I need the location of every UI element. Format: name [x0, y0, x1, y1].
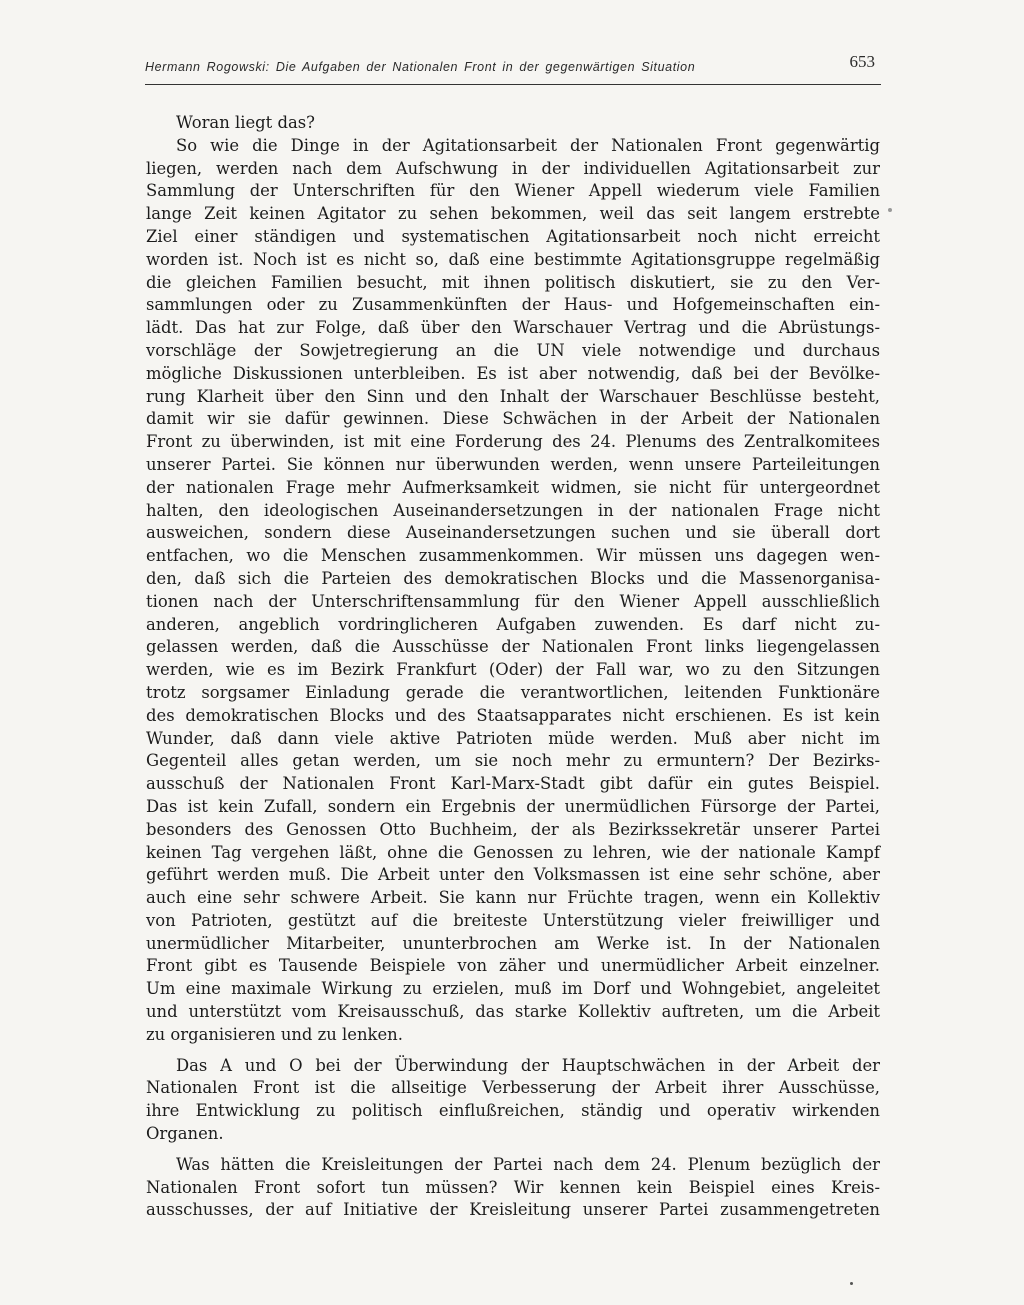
- paragraph: [146, 1055, 880, 1146]
- text-line: unserer Partei. Sie können nur überwunden werden, wenn unsere Parteileitungen: [146, 454, 880, 474]
- text-line: unermüdlicher Mitarbeiter, ununterbrochen am Werke ist. In der Nationalen: [146, 933, 880, 953]
- text-line: Front gibt es Tausende Beispiele von zäher und unermüdlicher Arbeit einzelner.: [146, 956, 880, 976]
- text-line: Gegenteil alles getan werden, um sie noch mehr zu ermuntern? Der Bezirks-: [146, 751, 880, 771]
- text-line: Nationalen Front ist die allseitige Verbesserung der Arbeit ihrer Ausschüsse,: [146, 1078, 880, 1098]
- text-line: Front zu überwinden, ist mit eine Forderung des 24. Plenums des Zentralkomitees: [146, 432, 880, 452]
- text-line: worden ist. Noch ist es nicht so, daß eine bestimmte Agitationsgruppe regelmäßig: [146, 249, 880, 269]
- text-line: Das ist kein Zufall, sondern ein Ergebnis der unermüdlichen Fürsorge der Partei,: [146, 796, 880, 816]
- text-line: und unterstützt vom Kreisausschuß, das starke Kollektiv auftreten, um die Arbeit: [146, 1002, 880, 1022]
- text-line: der nationalen Frage mehr Aufmerksamkeit widmen, sie nicht für untergeordnet: [146, 477, 880, 497]
- text-line: Woran liegt das?: [176, 113, 315, 132]
- body-text: [146, 112, 880, 1222]
- text-line: den, daß sich die Parteien des demokratischen Blocks und die Massenorganisa-: [146, 568, 880, 588]
- text-line: rung Klarheit über den Sinn und den Inhalt der Warschauer Beschlüsse besteht,: [146, 386, 880, 406]
- text-line: Ziel einer ständigen und systematischen Agitationsarbeit noch nicht erreicht: [146, 226, 880, 246]
- text-line: anderen, angeblich vordringlicheren Aufgaben zuwenden. Es darf nicht zu-: [146, 614, 880, 634]
- text-line: halten, den ideologischen Auseinandersetzungen in der nationalen Frage nicht: [146, 500, 880, 520]
- text-line: trotz sorgsamer Einladung gerade die verantwortlichen, leitenden Funktionäre: [146, 682, 880, 702]
- text-line: ausweichen, sondern diese Auseinandersetzungen suchen und sie überall dort: [146, 523, 880, 543]
- text-line: tionen nach der Unterschriftensammlung für den Wiener Appell ausschließlich: [146, 591, 880, 611]
- text-line: Sammlung der Unterschriften für den Wiener Appell wiederum viele Familien: [146, 181, 880, 201]
- text-line: Wunder, daß dann viele aktive Patrioten müde werden. Muß aber nicht im: [146, 728, 880, 748]
- text-line: geführt werden muß. Die Arbeit unter den Volksmassen ist eine sehr schöne, aber: [146, 865, 880, 885]
- running-header: [145, 52, 881, 85]
- scan-speck: [850, 1282, 853, 1285]
- text-line: keinen Tag vergehen läßt, ohne die Genossen zu lehren, wie der nationale Kampf: [146, 842, 880, 862]
- text-line: Nationalen Front sofort tun müssen? Wir kennen kein Beispiel eines Kreis-: [146, 1177, 880, 1197]
- text-line: ausschuß der Nationalen Front Karl-Marx-Stadt gibt dafür ein gutes Beispiel.: [146, 774, 880, 794]
- text-line: entfachen, wo die Menschen zusammenkommen. Wir müssen uns dagegen wen-: [146, 546, 880, 566]
- text-line: Was hätten die Kreisleitungen der Partei nach dem 24. Plenum bezüglich der: [176, 1154, 880, 1174]
- text-line: sammlungen oder zu Zusammenkünften der Haus- und Hofgemeinschaften ein-: [146, 295, 880, 315]
- text-line: Um eine maximale Wirkung zu erzielen, muß im Dorf und Wohngebiet, angeleitet: [146, 979, 880, 999]
- page-number: 653: [849, 52, 875, 71]
- running-title: Hermann Rogowski: Die Aufgaben der Nationalen Front in der gegenwärtigen Situation: [145, 60, 696, 74]
- text-line: vorschläge der Sowjetregierung an die UN viele notwendige und durchaus: [146, 340, 880, 360]
- text-line: Organen.: [146, 1124, 224, 1144]
- text-line: ausschusses, der auf Initiative der Kreisleitung unserer Partei zusammengetreten: [146, 1200, 880, 1220]
- text-line: lange Zeit keinen Agitator zu sehen bekommen, weil das seit langem erstrebte: [146, 204, 880, 224]
- text-line: zu organisieren und zu lenken.: [146, 1024, 403, 1044]
- text-line: liegen, werden nach dem Aufschwung in der individuellen Agitationsarbeit zur: [146, 158, 880, 178]
- text-line: mögliche Diskussionen unterbleiben. Es ist aber notwendig, daß bei der Bevölke-: [146, 363, 880, 383]
- paragraph: [146, 135, 880, 1047]
- text-line: ihre Entwicklung zu politisch einflußreichen, ständig und operativ wirkenden: [146, 1101, 880, 1121]
- text-line: So wie die Dinge in der Agitationsarbeit der Nationalen Front gegenwärtig: [176, 135, 880, 155]
- text-line: Das A und O bei der Überwindung der Hauptschwächen in der Arbeit der: [176, 1055, 880, 1075]
- text-line: gelassen werden, daß die Ausschüsse der Nationalen Front links liegengelassen: [146, 637, 880, 657]
- text-line: lädt. Das hat zur Folge, daß über den Warschauer Vertrag und die Abrüstungs-: [146, 318, 880, 338]
- paragraph: [146, 112, 880, 135]
- text-line: werden, wie es im Bezirk Frankfurt (Oder) der Fall war, wo zu den Sitzungen: [146, 660, 880, 680]
- text-line: des demokratischen Blocks und des Staatsapparates nicht erschienen. Es ist kein: [146, 705, 880, 725]
- text-line: auch eine sehr schwere Arbeit. Sie kann nur Früchte tragen, wenn ein Kollektiv: [146, 888, 880, 908]
- text-line: von Patrioten, gestützt auf die breiteste Unterstützung vieler freiwilliger und: [146, 910, 880, 930]
- text-line: damit wir sie dafür gewinnen. Diese Schwächen in der Arbeit der Nationalen: [146, 409, 880, 429]
- text-line: die gleichen Familien besucht, mit ihnen politisch diskutiert, sie zu den Ver-: [146, 272, 880, 292]
- scan-speck: [888, 208, 892, 212]
- paragraph: [146, 1154, 880, 1222]
- text-line: besonders des Genossen Otto Buchheim, der als Bezirkssekretär unserer Partei: [146, 819, 880, 839]
